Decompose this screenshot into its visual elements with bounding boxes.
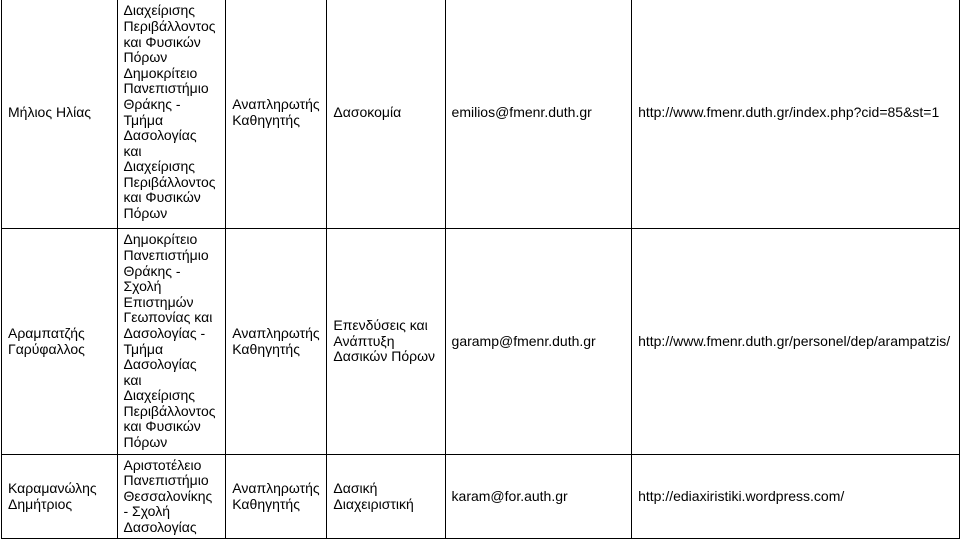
table-row xyxy=(2,0,960,229)
url-cell: http://www.fmenr.duth.gr/personel/dep/arampatzis/ xyxy=(632,229,960,455)
rank-cell: Αναπληρωτής Καθηγητής xyxy=(226,229,327,455)
url-cell: http://ediaxiristiki.wordpress.com/ xyxy=(632,455,960,539)
email-cell: emilios@fmenr.duth.gr xyxy=(445,0,632,229)
email-cell: karam@for.auth.gr xyxy=(445,455,632,539)
rank-cell: Αναπληρωτής Καθηγητής xyxy=(226,455,327,539)
institution-cell: Αριστοτέλειο Πανεπιστήμιο Θεσσαλονίκης - Σχολή Δασολογίας xyxy=(117,455,226,539)
email-cell: garamp@fmenr.duth.gr xyxy=(445,229,632,455)
table-row xyxy=(2,229,960,455)
faculty-table xyxy=(1,0,960,539)
table-row xyxy=(2,455,960,539)
institution-cell: Δημοκρίτειο Πανεπιστήμιο Θράκης - Σχολή Επιστημών Γεωπονίας και Δασολογίας - Τμήμα Δασολογίας και Διαχείρισης Περιβάλλοντος και Φυσικών Πόρων xyxy=(117,229,226,455)
institution-cell: Διαχείρισης Περιβάλλοντος και Φυσικών Πόρων Δημοκρίτειο Πανεπιστήμιο Θράκης - Τμήμα Δασολογίας και Διαχείρισης Περιβάλλοντος και Φυσικών Πόρων xyxy=(117,0,226,229)
url-cell: http://www.fmenr.duth.gr/index.php?cid=85&st=1 xyxy=(632,0,960,229)
field-cell: Δασική Διαχειριστική xyxy=(327,455,445,539)
name-cell: Μήλιος Ηλίας xyxy=(2,0,118,229)
name-cell: Αραμπατζής Γαρύφαλλος xyxy=(2,229,118,455)
field-cell: Δασοκομία xyxy=(327,0,445,229)
rank-cell: Αναπληρωτής Καθηγητής xyxy=(226,0,327,229)
field-cell: Επενδύσεις και Ανάπτυξη Δασικών Πόρων xyxy=(327,229,445,455)
name-cell: Καραμανώλης Δημήτριος xyxy=(2,455,118,539)
